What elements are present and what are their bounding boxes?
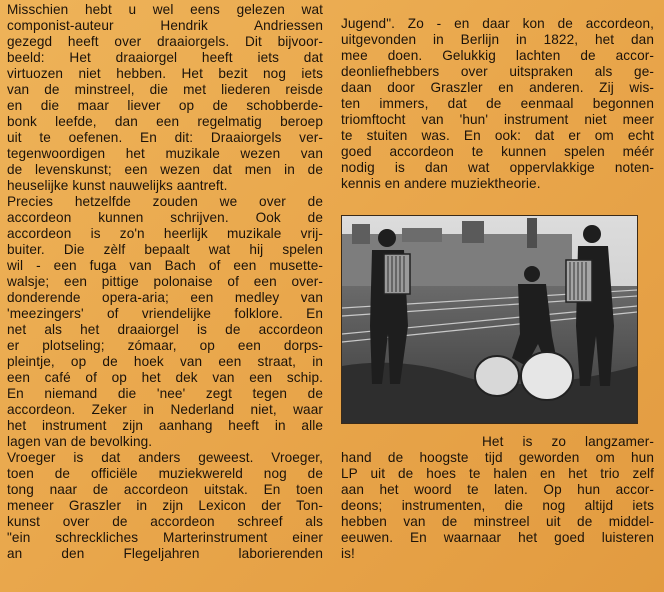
text-line: "ein schreckliches Marterinstrument einer <box>7 530 323 545</box>
text-line: an den Flegeljahren laborierenden <box>7 546 323 561</box>
text-line: ten immers, dat de eenmaal begonnen <box>341 96 654 111</box>
photo-image <box>342 216 637 423</box>
text-line: lagen van de bevolking. <box>7 434 153 449</box>
text-line: accordeon. Zeker in Nederland niet, waar <box>7 402 323 417</box>
text-line: hand de hoogste tijd geworden om hun <box>341 450 654 465</box>
text-line: mee doen. Gelukkig lachten de accor- <box>341 48 654 63</box>
text-line: bonk leefde, dan een regelmatig beroep <box>7 114 323 129</box>
text-line: Het is zo langzamer- <box>482 434 654 449</box>
text-line: beeld: Het draaiorgel heeft iets dat <box>7 50 323 65</box>
text-line: is! <box>341 546 355 561</box>
text-line: heuselijke kunst nauwelijks aantreft. <box>7 178 228 193</box>
text-line: tong naar de accordeon uitstak. En toen <box>7 482 323 497</box>
text-line: eeuwen. En waarnaar het goed luisteren <box>341 530 654 545</box>
text-line: componist-auteur Hendrik Andriessen <box>7 18 323 33</box>
text-line: kennis en andere muziektheorie. <box>341 176 541 191</box>
text-line: accordeon kunnen schrijven. Ook de <box>7 210 323 225</box>
text-line: Misschien hebt u wel eens gelezen wat <box>7 2 323 17</box>
text-line: nodig is dan wat oppervlakkige noten- <box>341 160 654 175</box>
text-line: en die maar liever op de schobberde- <box>7 98 323 113</box>
text-line: hebben van de minstreel uit de middel- <box>341 514 654 529</box>
text-line: een café of op het dek van een schip. <box>7 370 323 385</box>
text-line: buiter. Die zèlf bepaalt wat hij spelen <box>7 242 323 257</box>
trio-photograph <box>341 215 638 424</box>
text-line: te stuiten was. En ook: dat er om echt <box>341 128 654 143</box>
text-line: 'meezingers' of vriendelijke folklore. En <box>7 306 323 321</box>
text-line: uitgevonden in Berlijn in 1822, het dan <box>341 32 654 47</box>
text-line: accordeon is zo'n heerlijk muzikale vrij- <box>7 226 323 241</box>
text-line: daan door Graszler en anderen. Zij wis- <box>341 80 654 95</box>
text-line: triomftocht van 'hun' instrument niet meer <box>341 112 654 127</box>
text-line: kunst over de accordeon schreef als <box>7 514 323 529</box>
text-line: Precies hetzelfde zouden we over de <box>7 194 323 209</box>
text-line: deons; instrumenten, die nog altijd iets <box>341 498 654 513</box>
text-line: uit te oefenen. En dit: Draaiorgels ver- <box>7 130 323 145</box>
text-line: meneer Graszler in zijn Lexicon der Ton- <box>7 498 323 513</box>
text-line: er plotseling; zómaar, op een dorps- <box>7 338 323 353</box>
text-line: pleintje, op de hoek van een straat, in <box>7 354 323 369</box>
text-line: goed accordeon te kunnen spelen méér <box>341 144 654 159</box>
text-line: Vroeger is dat anders geweest. Vroeger, <box>7 450 323 465</box>
text-line: tegenwoordigen het muzikale wezen van <box>7 146 323 161</box>
text-line: net als het draaiorgel is de accordeon <box>7 322 323 337</box>
text-line: het instrument zijn aanhang heeft in alle <box>7 418 323 433</box>
text-line: aan het woord te laten. Op hun accor- <box>341 482 654 497</box>
text-line: virtuozen niet hebben. Het bezit nog iets <box>7 66 323 81</box>
text-line: toen de officiële muziekwereld nog de <box>7 466 323 481</box>
text-line: de levenskunst; een wezen dat men in de <box>7 162 323 177</box>
text-line: donderende opera-aria; een medley van <box>7 290 323 305</box>
text-line: Jugend". Zo - en daar kon de accordeon, <box>341 16 654 31</box>
text-line: walsje; een pittige polonaise of een over- <box>7 274 323 289</box>
text-line: van de minstreel, die met liederen reisde <box>7 82 323 97</box>
text-line: deonliefhebbers over uitspraken als ge- <box>341 64 654 79</box>
text-line: En niemand die 'nee' zegt tegen de <box>7 386 323 401</box>
text-line: gezegd heeft over draaiorgels. Dit bijvoor- <box>7 34 323 49</box>
text-line: wil - een fuga van Bach of een musette- <box>7 258 323 273</box>
text-line: LP uit de hoes te halen en het trio zelf <box>341 466 654 481</box>
